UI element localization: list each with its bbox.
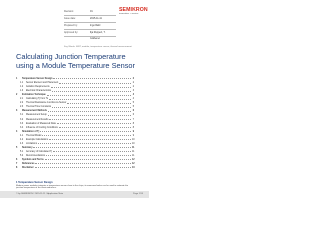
toc-leader-dots xyxy=(33,147,131,148)
meta-row xyxy=(64,9,116,16)
toc-entry[interactable] xyxy=(16,100,134,104)
toc-leader-dots xyxy=(38,143,131,144)
toc-leader-dots xyxy=(35,163,131,164)
toc-leader-dots xyxy=(46,155,131,156)
toc-page-number: 13 xyxy=(132,167,135,170)
meta-key: Revision: xyxy=(64,10,74,13)
toc-title: Example Calculations xyxy=(26,138,49,141)
toc-page-number: 10 xyxy=(132,142,135,145)
toc-title: Estimation Technique xyxy=(22,94,46,97)
toc-title: Electrical Characteristics xyxy=(26,90,52,93)
table-of-contents xyxy=(16,76,134,169)
toc-leader-dots xyxy=(53,78,131,79)
toc-leader-dots xyxy=(57,123,131,124)
toc-leader-dots xyxy=(40,131,131,132)
toc-title: Symbols and Terms xyxy=(22,158,44,161)
toc-leader-dots xyxy=(52,91,131,92)
page-number: Page 1/13 xyxy=(133,192,143,195)
toc-title: Summary xyxy=(22,146,33,149)
document-page xyxy=(0,0,149,198)
toc-leader-dots xyxy=(47,95,131,96)
toc-title: Isolation Requirements xyxy=(26,86,50,89)
toc-title: Measurement Results xyxy=(26,118,49,121)
toc-title: Accuracy of Calculated Tj xyxy=(26,150,53,153)
toc-title: Thermal Model xyxy=(26,134,42,137)
toc-leader-dots xyxy=(49,119,131,120)
toc-entry[interactable] xyxy=(16,80,134,84)
toc-title: Measurement Methods xyxy=(22,110,47,113)
toc-number: 3.4 xyxy=(20,126,24,129)
meta-row xyxy=(64,30,116,40)
toc-leader-dots xyxy=(35,167,131,168)
toc-title: Evaluation of Measured Data xyxy=(26,122,56,125)
toc-number: 3.2 xyxy=(20,118,24,121)
toc-title: Influence of Cooling Conditions xyxy=(26,126,58,129)
toc-entry[interactable] xyxy=(16,84,134,88)
toc-title: Measurement Setup xyxy=(26,114,47,117)
meta-row xyxy=(64,23,116,30)
toc-page-number: 8 xyxy=(132,126,134,129)
toc-leader-dots xyxy=(59,83,131,84)
toc-page-number: 12 xyxy=(132,163,135,166)
toc-number: 3 xyxy=(16,110,18,113)
toc-entry[interactable] xyxy=(16,92,134,96)
toc-page-number: 2 xyxy=(132,86,134,89)
toc-number: 2.2 xyxy=(20,102,24,105)
section-heading: 1 Temperature Sensor Design xyxy=(16,181,53,184)
toc-page-number: 10 xyxy=(132,138,135,141)
toc-title: Calculating Tj from Ts xyxy=(26,98,48,101)
toc-entry[interactable] xyxy=(16,96,134,100)
meta-value: Ingo Rabl xyxy=(90,24,101,27)
toc-entry[interactable] xyxy=(16,112,134,116)
toc-page-number: 11 xyxy=(132,154,135,157)
meta-row xyxy=(64,16,116,23)
semikron-logo xyxy=(119,7,146,20)
toc-page-number: 4 xyxy=(132,98,134,101)
toc-leader-dots xyxy=(53,151,131,152)
logo-wordmark: SEMIKRON xyxy=(119,7,148,13)
toc-entry[interactable] xyxy=(16,76,134,80)
toc-number: 1.2 xyxy=(20,86,24,89)
toc-page-number: 11 xyxy=(132,150,135,153)
footer-text: © by SEMIKRON / 2015-11-11 / Application Note xyxy=(16,192,64,195)
toc-title: Temperature Sensor Design xyxy=(22,78,53,81)
toc-leader-dots xyxy=(48,111,131,112)
toc-number: 1 xyxy=(16,78,18,81)
toc-title: Thermal Time Constants xyxy=(26,106,52,109)
toc-page-number: 8 xyxy=(132,122,134,125)
toc-entry[interactable] xyxy=(16,116,134,120)
toc-number: 1.1 xyxy=(20,82,24,85)
toc-number: 5.2 xyxy=(20,154,24,157)
toc-number: 8 xyxy=(16,167,18,170)
toc-leader-dots xyxy=(49,139,131,140)
toc-page-number: 7 xyxy=(132,118,134,121)
toc-leader-dots xyxy=(59,127,131,128)
toc-number: 7 xyxy=(16,163,18,166)
toc-page-number: 5 xyxy=(132,106,134,109)
toc-title: Disclaimer xyxy=(22,167,34,170)
toc-number: 2.1 xyxy=(20,98,24,101)
toc-title: Thermal Resistance Junction-to-Sensor xyxy=(26,102,67,105)
meta-value: 2015-11-11 xyxy=(90,17,102,20)
toc-page-number: 9 xyxy=(132,134,134,137)
toc-title: Sensor Element and Placement xyxy=(26,82,59,85)
toc-title: Simulation of Tj xyxy=(22,130,40,133)
toc-page-number: 6 xyxy=(132,114,134,117)
toc-number: 4.3 xyxy=(20,142,24,145)
logo-tagline: innovation + service xyxy=(119,13,139,15)
toc-number: 4 xyxy=(16,130,18,133)
toc-number: 5.1 xyxy=(20,150,24,153)
meta-value: Ilja Ruppert, T. Gräbener xyxy=(90,31,106,40)
meta-key: Prepared by: xyxy=(64,24,78,27)
meta-key: Approved by: xyxy=(64,31,79,34)
toc-number: 4.1 xyxy=(20,134,24,137)
toc-leader-dots xyxy=(42,135,131,136)
toc-entry[interactable] xyxy=(16,104,134,108)
keywords-line: Key Words: IGBT, module, temperature sensor, thermal measurement xyxy=(64,46,132,48)
toc-number: 5 xyxy=(16,146,18,149)
toc-page-number: 11 xyxy=(132,146,135,149)
toc-entry[interactable] xyxy=(16,165,134,169)
section-body: Modern power modules integrate a temperature sensor close to the chips; its measured value can be used to estimate the junction temperature of the semiconductors. xyxy=(16,184,129,190)
toc-leader-dots xyxy=(67,103,131,104)
toc-page-number: 6 xyxy=(132,110,134,113)
toc-number: 2.3 xyxy=(20,106,24,109)
toc-number: 6 xyxy=(16,158,18,161)
toc-page-number: 2 xyxy=(132,78,134,81)
toc-page-number: 12 xyxy=(132,158,135,161)
toc-number: 3.3 xyxy=(20,122,24,125)
toc-title: Limitations xyxy=(26,142,37,145)
meta-value: 01 xyxy=(90,10,93,13)
toc-leader-dots xyxy=(48,115,131,116)
toc-leader-dots xyxy=(52,107,131,108)
toc-number: 3.1 xyxy=(20,114,24,117)
toc-page-number: 2 xyxy=(132,82,134,85)
document-title: Calculating Junction Temperature using a Module Temperature Sensor xyxy=(16,52,136,70)
meta-key: Issue date: xyxy=(64,17,76,20)
document-meta-table xyxy=(64,9,116,40)
toc-entry[interactable] xyxy=(16,108,134,112)
toc-title: References xyxy=(22,163,35,166)
toc-number: 2 xyxy=(16,94,18,97)
toc-number: 1.3 xyxy=(20,90,24,93)
toc-page-number: 5 xyxy=(132,102,134,105)
toc-entry[interactable] xyxy=(16,88,134,92)
toc-leader-dots xyxy=(45,159,131,160)
toc-page-number: 4 xyxy=(132,94,134,97)
toc-leader-dots xyxy=(51,87,132,88)
toc-page-number: 3 xyxy=(132,90,134,93)
toc-number: 4.2 xyxy=(20,138,24,141)
toc-page-number: 9 xyxy=(132,130,134,133)
toc-title: Recommendations xyxy=(26,154,46,157)
toc-leader-dots xyxy=(49,99,131,100)
